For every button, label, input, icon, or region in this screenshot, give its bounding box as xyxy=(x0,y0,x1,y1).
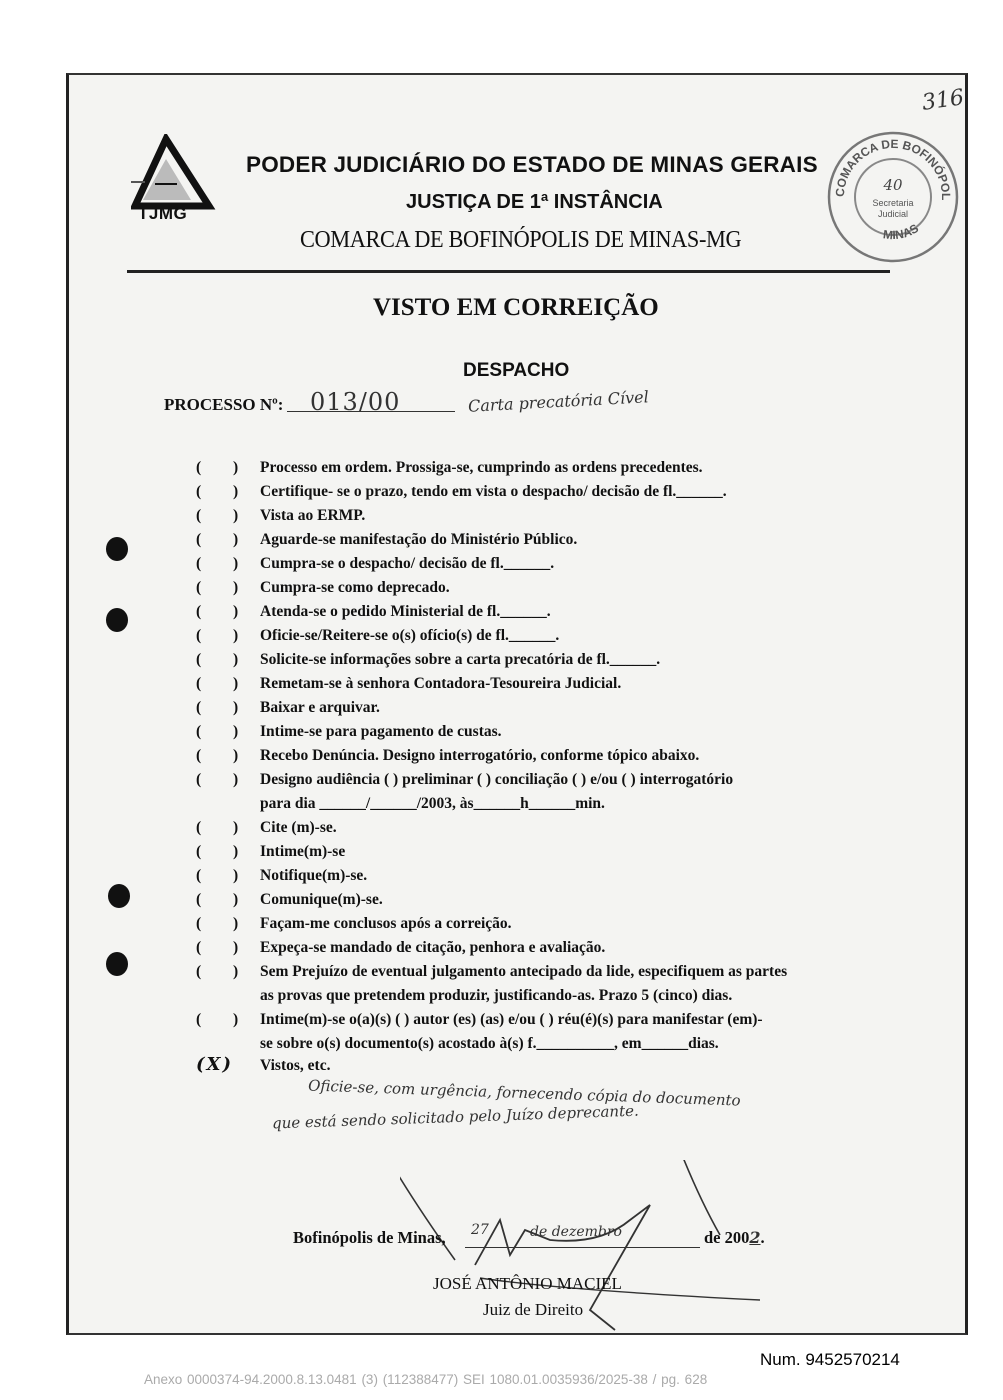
checklist-item-continuation: se sobre o(s) documento(s) acostado à(s) f.__________, em______dias. xyxy=(260,1035,719,1052)
svg-text:MINAS xyxy=(882,221,921,242)
checkbox[interactable]: ( ) xyxy=(196,963,253,980)
date-day: 27 xyxy=(471,1222,489,1238)
stamp-bottom-text: MINAS xyxy=(882,221,922,243)
checkbox[interactable]: ( ) xyxy=(196,651,253,668)
checklist-item-continuation: as provas que pretendem produzir, justificando-as. Prazo 5 (cinco) dias. xyxy=(260,987,733,1004)
checkbox[interactable]: ( ) xyxy=(196,507,253,524)
checkbox[interactable]: ( ) xyxy=(196,675,253,692)
checklist-item: Oficie-se/Reitere-se o(s) ofício(s) de fl.______. xyxy=(260,627,560,644)
judge-role: Juiz de Direito xyxy=(483,1300,584,1319)
checkbox[interactable]: ( ) xyxy=(196,483,253,500)
stamp-line-2: Judicial xyxy=(877,209,909,219)
handwritten-note-line-2: que está sendo solicitado pelo Juízo deprecante. xyxy=(271,1101,640,1133)
checklist-item: Vistos, etc. xyxy=(260,1057,331,1074)
checklist-item: Façam-me conclusos após a correição. xyxy=(260,915,512,932)
date-underline xyxy=(465,1247,700,1248)
checkbox[interactable]: ( ) xyxy=(196,867,253,884)
checkbox[interactable]: ( ) xyxy=(196,579,253,596)
checklist-item: Intime(m)-se o(a)(s) ( ) autor (es) (as) e/ou ( ) réu(é)(s) para manifestar (em)- xyxy=(260,1011,763,1028)
checklist-item: Cite (m)-se. xyxy=(260,819,337,836)
punch-hole xyxy=(106,952,128,976)
header-line-1: PODER JUDICIÁRIO DO ESTADO DE MINAS GERAIS xyxy=(246,152,818,177)
checklist-item: Notifique(m)-se. xyxy=(260,867,368,884)
checklist-item: Vista ao ERMP. xyxy=(260,507,366,524)
header-line-3: COMARCA DE BOFINÓPOLIS DE MINAS-MG xyxy=(300,227,742,253)
checkbox[interactable]: ( ) xyxy=(196,627,253,644)
checkbox[interactable]: ( ) xyxy=(196,603,253,620)
checklist-item: Cumpra-se o despacho/ decisão de fl.______. xyxy=(260,555,555,572)
header-line-2: JUSTIÇA DE 1ª INSTÂNCIA xyxy=(406,191,663,213)
despacho-heading: DESPACHO xyxy=(463,360,570,381)
court-stamp xyxy=(822,126,964,268)
checkbox[interactable]: ( ) xyxy=(196,747,253,764)
footer-document-number: Num. 9452570214 xyxy=(760,1350,900,1369)
punch-hole xyxy=(108,884,130,908)
checklist-item: Certifique- se o prazo, tendo em vista o despacho/ decisão de fl.______. xyxy=(260,483,727,500)
judge-name: JOSÉ ANTÔNIO MACIEL xyxy=(433,1274,622,1293)
year-digit: 2 xyxy=(749,1228,761,1247)
checkbox[interactable]: ( ) xyxy=(196,723,253,740)
year-prefix: de 200 xyxy=(704,1228,750,1247)
footer-metadata: Anexo 0000374-94.2000.8.13.0481 (3) (112388477) SEI 1080.01.0035936/2025-38 / pg. 628 xyxy=(144,1372,708,1387)
checkbox[interactable]: ( ) xyxy=(196,771,253,788)
checkbox[interactable]: ( ) xyxy=(196,891,253,908)
checkbox[interactable]: ( ) xyxy=(196,1011,253,1028)
checklist-item: Aguarde-se manifestação do Ministério Público. xyxy=(260,531,578,548)
checkbox[interactable]: ( ) xyxy=(196,555,253,572)
date-year xyxy=(704,1228,765,1248)
punch-hole xyxy=(106,608,128,632)
judge-signature xyxy=(400,1160,780,1345)
checkbox[interactable]: ( ) xyxy=(196,531,253,548)
handwritten-note-line-1: Oficie-se, com urgência, fornecendo cópia do documento xyxy=(307,1076,741,1110)
checklist-item: Designo audiência ( ) preliminar ( ) conciliação ( ) e/ou ( ) interrogatório xyxy=(260,771,734,788)
checklist-item: Processo em ordem. Prossiga-se, cumprindo as ordens precedentes. xyxy=(260,459,703,476)
checkbox[interactable]: ( ) xyxy=(196,843,253,860)
checklist-item: Atenda-se o pedido Ministerial de fl.______. xyxy=(260,603,551,620)
processo-number: 013/00 xyxy=(310,388,401,416)
punch-hole xyxy=(106,537,128,561)
header-divider xyxy=(127,270,890,273)
document-title: VISTO EM CORREIÇÃO xyxy=(373,294,659,321)
checklist-item: Cumpra-se como deprecado. xyxy=(260,579,450,596)
checklist-item-continuation: para dia ______/______/2003, às______h______min. xyxy=(260,795,605,812)
checkbox[interactable]: ( ) xyxy=(196,915,253,932)
checklist-item: Intime(m)-se xyxy=(260,843,346,860)
stamp-number: 40 xyxy=(883,176,903,194)
year-period: . xyxy=(760,1228,765,1247)
checkbox[interactable]: ( ) xyxy=(196,699,253,716)
logo-text: TJMG xyxy=(138,204,188,223)
stamp-line-1: Secretaria xyxy=(872,198,914,208)
checklist-item: Sem Prejuízo de eventual julgamento antecipado da lide, especifiquem as partes xyxy=(260,963,788,980)
processo-label: PROCESSO Nº: xyxy=(164,395,284,414)
page-number-handwritten: 316 xyxy=(920,85,966,116)
checkbox[interactable]: ( ) xyxy=(196,459,253,476)
checklist-item: Comunique(m)-se. xyxy=(260,891,383,908)
processo-type: Carta precatória Cível xyxy=(467,387,650,416)
checkbox[interactable]: ( ) xyxy=(196,819,253,836)
checklist-item: Expeça-se mandado de citação, penhora e avaliação. xyxy=(260,939,606,956)
checklist-item: Intime-se para pagamento de custas. xyxy=(260,723,502,740)
checklist-item: Recebo Denúncia. Designo interrogatório, conforme tópico abaixo. xyxy=(260,747,700,764)
date-month: de dezembro xyxy=(530,1224,622,1240)
stamp-top-text: COMARCA DE BOFINÓPOL xyxy=(832,136,954,201)
checkbox-checked[interactable]: (X) xyxy=(196,1054,233,1075)
place-label: Bofinópolis de Minas, xyxy=(293,1228,446,1247)
checklist-item: Solicite-se informações sobre a carta precatória de fl.______. xyxy=(260,651,661,668)
checkbox[interactable]: ( ) xyxy=(196,939,253,956)
checklist-item: Remetam-se à senhora Contadora-Tesoureira Judicial. xyxy=(260,675,622,692)
checklist-item: Baixar e arquivar. xyxy=(260,699,380,716)
